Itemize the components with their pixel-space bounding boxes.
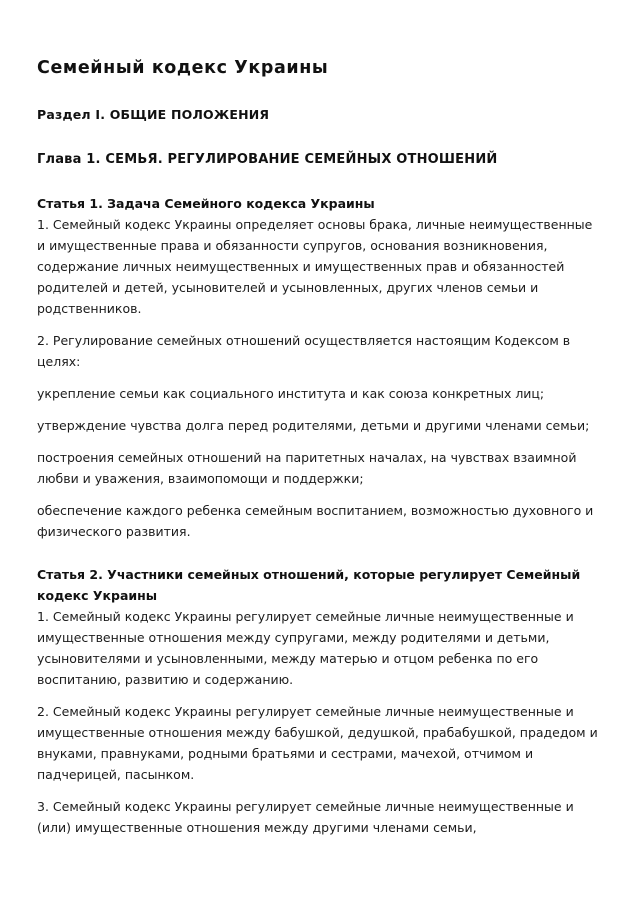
article-2-heading: Статья 2. Участники семейных отношений, которые регулирует Семейный кодекс Украины: [37, 567, 581, 603]
section-heading: Раздел I. ОБЩИЕ ПОЛОЖЕНИЯ: [37, 107, 270, 122]
article-2-paragraph-2: 2. Семейный кодекс Украины регулирует семейные личные неимущественные и имущественные отношения между бабушкой, дедушкой, прабабушкой, прадедом и внуками, правнуками, родными братьями и сестрами, мачехой, отчимом и падчерицей, пасынком.: [37, 704, 598, 782]
document-title: Семейный кодекс Украины: [37, 58, 329, 78]
article-1-list-item-4: обеспечение каждого ребенка семейным воспитанием, возможностью духовного и физического развития.: [37, 503, 594, 539]
article-1-list-item-1: укрепление семьи как социального института и как союза конкретных лиц;: [37, 386, 545, 401]
article-2-paragraph-1: 1. Семейный кодекс Украины регулирует семейные личные неимущественные и имущественные отношения между супругами, между родителями и детьми, усыновителями и усыновленными, между матерью и отцом ребенка по его воспитанию, развитию и содержанию.: [37, 609, 574, 687]
article-1-paragraph-1: 1. Семейный кодекс Украины определяет основы брака, личные неимущественные и имущественные права и обязанности супругов, основания возникновения, содержание личных неимущественных и имущественных прав и обязанностей родителей и детей, усыновителей и усыновленных, других членов семьи и родственников.: [37, 217, 593, 316]
article-1-list-item-3: построения семейных отношений на паритетных началах, на чувствах взаимной любви и уважения, взаимопомощи и поддержки;: [37, 450, 577, 486]
article-1-paragraph-2: 2. Регулирование семейных отношений осуществляется настоящим Кодексом в целях:: [37, 333, 571, 369]
article-1-heading: Статья 1. Задача Семейного кодекса Украины: [37, 196, 375, 211]
article-1-list-item-2: утверждение чувства долга перед родителями, детьми и другими членами семьи;: [37, 418, 590, 433]
article-2-paragraph-3: 3. Семейный кодекс Украины регулирует семейные личные неимущественные и (или) имущественные отношения между другими членами семьи,: [37, 799, 574, 835]
chapter-heading: Глава 1. СЕМЬЯ. РЕГУЛИРОВАНИЕ СЕМЕЙНЫХ ОТНОШЕНИЙ: [37, 152, 498, 167]
